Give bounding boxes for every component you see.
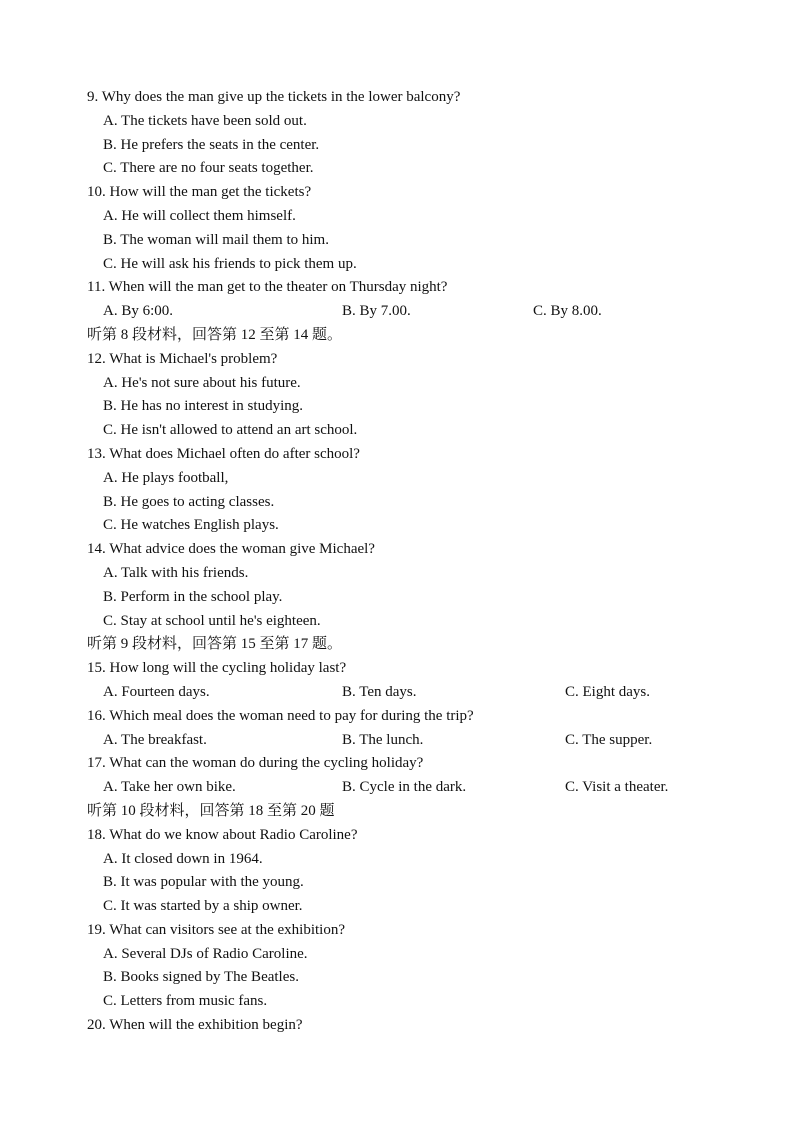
answer-option: C. He will ask his friends to pick them up. <box>103 255 357 272</box>
question-text: 17. What can the woman do during the cycling holiday? <box>87 755 424 772</box>
answer-options-row <box>87 729 732 753</box>
answer-option: B. It was popular with the young. <box>103 874 304 891</box>
question-text: 11. When will the man get to the theater on Thursday night? <box>87 279 448 296</box>
answer-option: C. Letters from music fans. <box>103 993 268 1010</box>
answer-option: A. He plays football, <box>103 469 229 486</box>
answer-option: A. Take her own bike. <box>103 779 236 796</box>
answer-option: C. There are no four seats together. <box>103 160 314 177</box>
answer-option: B. He has no interest in studying. <box>103 398 303 415</box>
answer-option: A. Talk with his friends. <box>103 564 249 581</box>
answer-option: C. By 8.00. <box>533 303 602 320</box>
question-text: 18. What do we know about Radio Caroline? <box>87 826 358 843</box>
question-text: 15. How long will the cycling holiday last? <box>87 660 347 677</box>
answer-option: C. He isn't allowed to attend an art school. <box>103 422 358 439</box>
answer-option: A. Several DJs of Radio Caroline. <box>103 945 308 962</box>
answer-option: B. Cycle in the dark. <box>342 779 467 796</box>
question-text: 听第 10 段材料，回答第 18 至第 20 题 <box>87 802 335 819</box>
answer-option: B. He prefers the seats in the center. <box>103 136 320 153</box>
answer-option: C. It was started by a ship owner. <box>103 898 303 915</box>
exam-document <box>87 86 732 1038</box>
answer-options-row <box>87 776 732 800</box>
answer-option: C. The supper. <box>565 731 653 748</box>
answer-option: B. By 7.00. <box>342 303 411 320</box>
question-text: 听第 8 段材料，回答第 12 至第 14 题。 <box>87 326 343 343</box>
answer-option: A. He's not sure about his future. <box>103 374 301 391</box>
question-text: 10. How will the man get the tickets? <box>87 184 312 201</box>
answer-option: A. He will collect them himself. <box>103 207 296 224</box>
answer-option: A. The breakfast. <box>103 731 207 748</box>
answer-option: B. He goes to acting classes. <box>103 493 275 510</box>
question-text: 14. What advice does the woman give Michael? <box>87 541 375 558</box>
answer-option: C. Stay at school until he's eighteen. <box>103 612 321 629</box>
answer-option: A. It closed down in 1964. <box>103 850 263 867</box>
answer-option: B. The lunch. <box>342 731 424 748</box>
answer-option: A. Fourteen days. <box>103 683 210 700</box>
question-text: 16. Which meal does the woman need to pay for during the trip? <box>87 707 474 724</box>
answer-option: B. Books signed by The Beatles. <box>103 969 299 986</box>
question-text: 19. What can visitors see at the exhibition? <box>87 921 345 938</box>
answer-option: A. By 6:00. <box>103 303 174 320</box>
answer-option: C. Visit a theater. <box>565 779 669 796</box>
answer-option: B. Ten days. <box>342 683 417 700</box>
answer-option: B. Perform in the school play. <box>103 588 283 605</box>
question-text: 9. Why does the man give up the tickets in the lower balcony? <box>87 89 461 105</box>
answer-options-row <box>87 300 732 324</box>
answer-option: C. He watches English plays. <box>103 517 279 534</box>
answer-option: B. The woman will mail them to him. <box>103 231 329 248</box>
answer-option: A. The tickets have been sold out. <box>103 112 307 129</box>
question-text: 听第 9 段材料，回答第 15 至第 17 题。 <box>87 636 343 653</box>
answer-option: C. Eight days. <box>565 683 650 700</box>
answer-options-row <box>87 681 732 705</box>
question-text: 12. What is Michael's problem? <box>87 350 278 367</box>
question-text: 13. What does Michael often do after school? <box>87 445 360 462</box>
question-text: 20. When will the exhibition begin? <box>87 1017 303 1034</box>
